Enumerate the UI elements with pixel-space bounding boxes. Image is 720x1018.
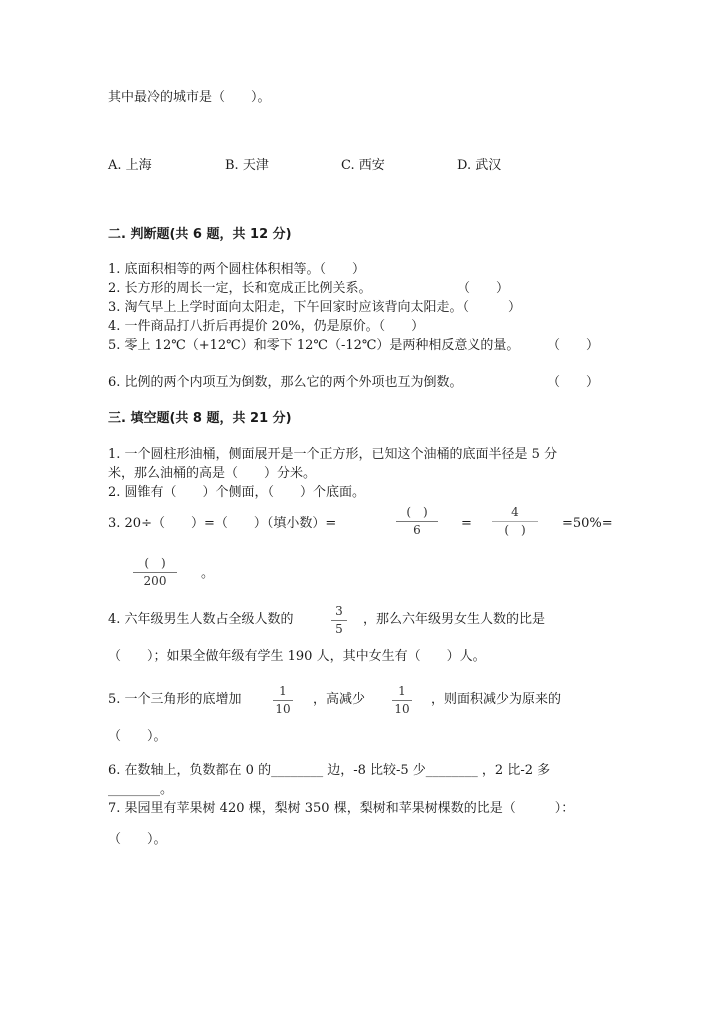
fill-question-5-text: 5. 一个三角形的底增加 [108,692,242,707]
fill-question-1-line2: 米，那么油桶的高是（ ）分米。 [108,466,317,481]
fraction-numerator: 1 [279,684,287,698]
fill-question-3-tail: =50%= [562,516,613,531]
fill-question-4-line2: （ ）；如果全做年级有学生 190 人，其中女生有（ ）人。 [108,649,486,664]
fill-question-3-fraction-1 [396,505,438,538]
fill-question-4-fraction [331,604,347,637]
fill-question-1-line1: 1. 一个圆柱形油桶，侧面展开是一个正方形，已知这个油桶的底面半径是 5 分 [108,447,558,462]
fraction-numerator: 4 [511,505,519,519]
section-title-judgement: 二. 判断题(共 6 题，共 12 分) [108,227,292,242]
fill-question-6-line2: ________。 [108,782,174,797]
section-title-fill-in: 三. 填空题(共 8 题，共 21 分) [108,411,292,426]
option-c[interactable]: C. 西安 [341,158,385,173]
fill-question-5-tail: ，则面积减少为原来的 [431,692,562,707]
fill-question-3-fraction-3 [133,556,177,589]
fill-question-5-mid: ，高减少 [313,692,366,707]
fill-question-5-fraction-2 [392,684,412,717]
judge-question-2-blank[interactable]: （ ） [457,281,510,296]
judge-question-5: 5. 零上 12℃（+12℃）和零下 12℃（-12℃）是两种相反意义的量。 [108,338,520,353]
fraction-denominator: ( ) [504,523,526,537]
fill-question-4-text: 4. 六年级男生人数占全级人数的 [108,612,294,627]
fill-question-3-text: 3. 20÷（ ）=（ ）（填小数）= [108,516,337,531]
judge-question-4: 4. 一件商品打八折后再提价 20%，仍是原价。（ ） [108,319,425,334]
option-d[interactable]: D. 武汉 [457,158,502,173]
fill-question-5-fraction-1 [273,684,293,717]
fraction-denominator: 5 [335,622,343,636]
fraction-denominator: 10 [394,702,410,716]
judge-question-2: 2. 长方形的周长一定，长和宽成正比例关系。 [108,281,372,296]
fill-question-5-line2: （ ）。 [108,729,167,744]
fill-question-7-line1: 7. 果园里有苹果树 420 棵，梨树 350 棵，梨树和苹果树棵数的比是（ ）： [108,801,575,816]
fraction-numerator: ( ) [144,556,166,570]
judge-question-6-blank[interactable]: （ ） [547,375,600,390]
judge-question-3: 3. 淘气早上上学时面向太阳走，下午回家时应该背向太阳走。（ ） [108,300,522,315]
judge-question-1: 1. 底面积相等的两个圆柱体积相等。（ ） [108,262,366,277]
fraction-numerator: 3 [335,604,343,618]
option-a[interactable]: A. 上海 [108,158,152,173]
fill-question-6-line1: 6. 在数轴上，负数都在 0 的________ 边，-8 比较-5 少________ ，2 比-2 多 [108,763,551,778]
fill-question-7-line2: （ ）。 [108,832,167,847]
fraction-denominator: 6 [413,523,421,537]
fill-question-4-tail: ，那么六年级男女生人数的比是 [363,612,546,627]
fill-question-3-equals: = [461,516,472,531]
question-coldest-city: 其中最冷的城市是（ ）。 [108,90,271,105]
fill-question-2: 2. 圆锥有（ ）个侧面，（ ）个底面。 [108,485,366,500]
judge-question-5-blank[interactable]: （ ） [547,338,600,353]
fraction-denominator: 10 [275,702,291,716]
fill-question-3-end: 。 [201,566,215,581]
fraction-numerator: 1 [398,684,406,698]
fill-question-3-fraction-2 [492,505,538,538]
fraction-numerator: ( ) [406,505,428,519]
option-b[interactable]: B. 天津 [225,158,269,173]
judge-question-6: 6. 比例的两个内项互为倒数，那么它的两个外项也互为倒数。 [108,375,463,390]
fraction-denominator: 200 [143,574,167,588]
